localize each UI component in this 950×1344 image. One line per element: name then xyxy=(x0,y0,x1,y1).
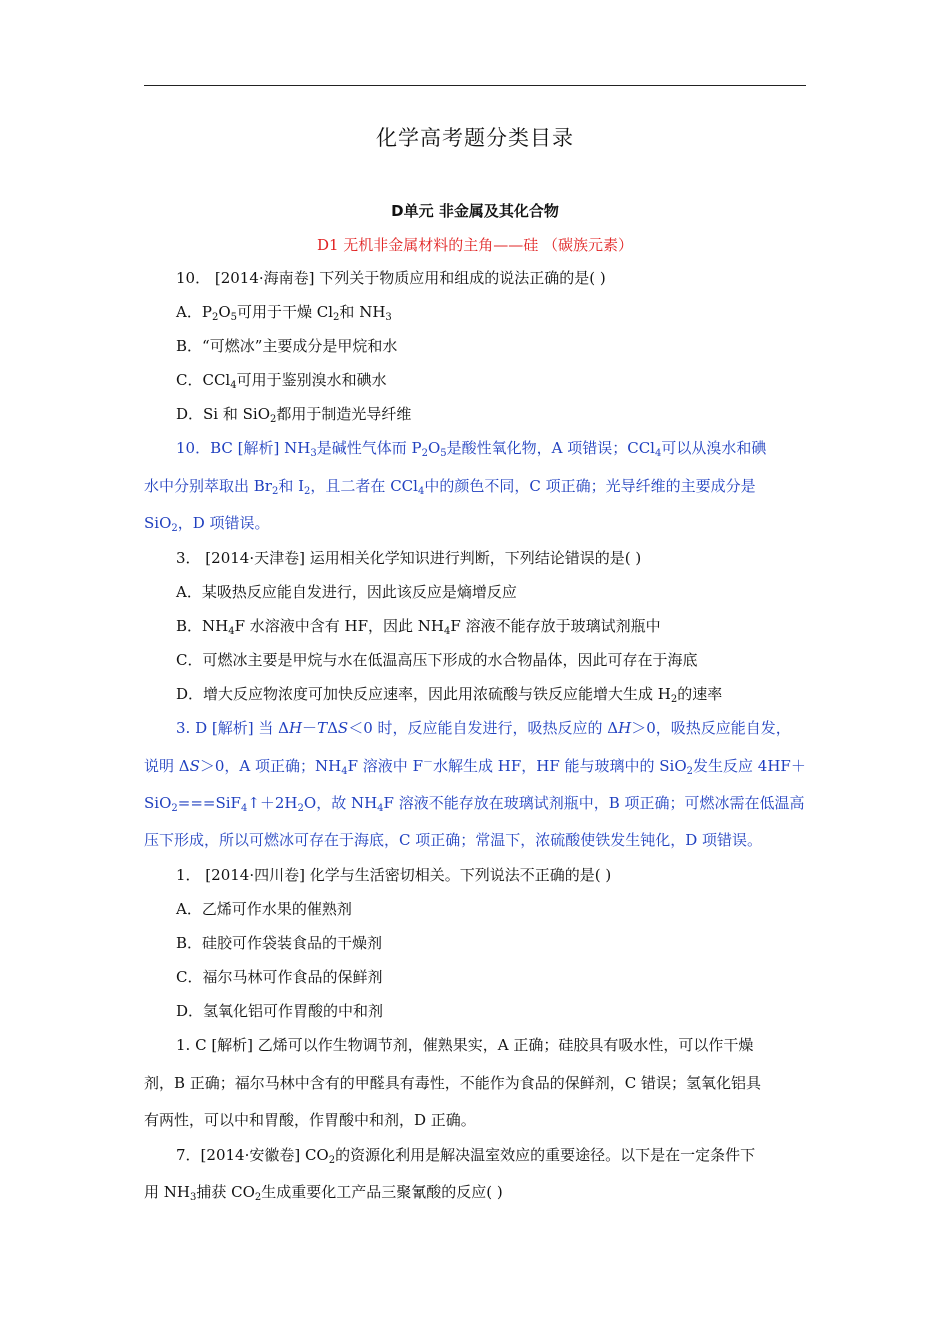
q10-answer-line-1: 10．BC [解析] $NH_3$是碱性气体而 $P_2O_5$是酸性氧化物，A 项错误；CCl$_4$可以从溴水和碘 xyxy=(176,439,767,459)
q3-option-d: D．增大反应物浓度可加快反应速率，因此用浓硫酸与铁反应能增大生成 $H_2$的速率 xyxy=(176,685,723,705)
q10-stem: 10． [2014·海南卷] 下列关于物质应用和组成的说法正确的是( ) xyxy=(176,269,606,287)
q3-answer-line-2: 说明 ΔS＞0，A 项正确；$NH_4F$ 溶液中 F－水解生成 HF，HF 能与玻璃中的 SiO$_2$发生反应 4HF＋ xyxy=(144,757,806,777)
q3-stem: 3． [2014·天津卷] 运用相关化学知识进行判断，下列结论错误的是( ) xyxy=(176,549,642,567)
q1-stem: 1． [2014·四川卷] 化学与生活密切相关。下列说法不正确的是( ) xyxy=(176,866,612,884)
q1-option-d: D．氢氧化铝可作胃酸的中和剂 xyxy=(176,1002,384,1020)
q10-option-a: A．$P_2O_5$可用于干燥 $Cl_2$和 $NH_3$ xyxy=(176,303,392,323)
q1-answer-line-3: 有两性，可以中和胃酸，作胃酸中和剂，D 正确。 xyxy=(144,1111,476,1129)
q3-option-a: A．某吸热反应能自发进行，因此该反应是熵增反应 xyxy=(176,583,517,601)
q3-answer-line-3: $SiO_2===SiF_4↑+2H_2O$，故 $NH_4F$ 溶液不能存放在玻璃试剂瓶中，B 项正确；可燃冰需在低温高 xyxy=(144,794,805,814)
unit-heading: D单元 非金属及其化合物 xyxy=(391,202,559,220)
q7-stem-line-2: 用 $NH_3$捕获 $CO_2$生成重要化工产品三聚氰酸的反应( ) xyxy=(144,1183,503,1203)
q3-option-c: C．可燃冰主要是甲烷与水在低温高压下形成的水合物晶体，因此可存在于海底 xyxy=(176,651,698,669)
q1-option-b: B．硅胶可作袋装食品的干燥剂 xyxy=(176,934,383,952)
q10-answer-line-3: SiO$_2$，D 项错误。 xyxy=(144,514,270,534)
q10-option-d: D．Si 和 SiO$_2$都用于制造光导纤维 xyxy=(176,405,412,425)
q7-stem-line-1: 7．[2014·安徽卷] $CO_2$的资源化利用是解决温室效应的重要途径。以下是在一定条件下 xyxy=(176,1146,756,1166)
q10-answer-line-2: 水中分别萃取出 $Br_2$和 $I_2$，且二者在 CCl$_4$中的颜色不同，C 项正确；光导纤维的主要成分是 xyxy=(144,477,756,497)
header-rule xyxy=(144,85,806,86)
q10-option-c: C．CCl$_4$可用于鉴别溴水和碘水 xyxy=(176,371,387,391)
q1-option-c: C．福尔马林可作食品的保鲜剂 xyxy=(176,968,383,986)
q3-option-b: B．$NH_4F$ 水溶液中含有 HF，因此 $NH_4F$ 溶液不能存放于玻璃试剂瓶中 xyxy=(176,617,661,637)
q1-option-a: A．乙烯可作水果的催熟剂 xyxy=(176,900,352,918)
section-heading: D1 无机非金属材料的主角——硅 （碳族元素） xyxy=(316,236,634,254)
q1-answer-line-1: 1. C [解析] 乙烯可以作生物调节剂，催熟果实，A 正确；硅胶具有吸水性，可以作干燥 xyxy=(176,1036,754,1054)
page-title: 化学高考题分类目录 xyxy=(376,126,574,150)
q3-answer-line-1: 3. D [解析] 当 ΔH－TΔS＜0 时，反应能自发进行，吸热反应的 ΔH＞0，吸热反应能自发， xyxy=(176,719,791,737)
q10-option-b: B．“可燃冰”主要成分是甲烷和水 xyxy=(176,337,398,355)
q1-answer-line-2: 剂，B 正确；福尔马林中含有的甲醛具有毒性，不能作为食品的保鲜剂，C 错误；氢氧化铝具 xyxy=(144,1074,762,1092)
q3-answer-line-4: 压下形成，所以可燃冰可存在于海底，C 项正确；常温下，浓硫酸使铁发生钝化，D 项错误。 xyxy=(144,831,763,849)
